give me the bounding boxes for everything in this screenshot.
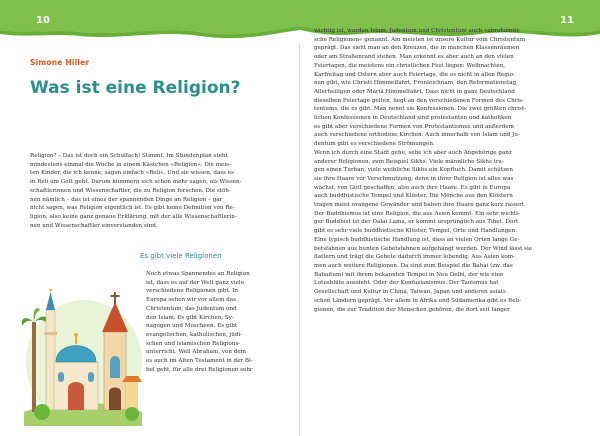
text-line: es auch im Alten Testament in der Bi- <box>146 358 253 365</box>
text-line: nen und Wissenschaftler einverstanden sind. <box>30 222 158 229</box>
text-line: Gesellschaft und Kultur in China, Taiwan, Japan und anderen asiati- <box>314 289 507 296</box>
text-line: dentum gibt es verschiedene Strömungen. <box>314 141 435 148</box>
text-line: Lotusblüte aussieht. Oder der Konfuzianismus. Der Taoismus hat <box>314 280 499 287</box>
text-line: Der Buddhismus ist eine Religion, die aus Asien kommt. Ein sehr wichti- <box>314 210 520 217</box>
text-line: nen gibt, wie Christi Himmelfahrt, Fronleichnam, den Reformationstag, <box>314 80 518 87</box>
text-line: Religion? – Das ist doch ein Schulfach! Stimmt. Im Stundenplan steht <box>30 153 228 159</box>
text-line: evangelischen, katholischen, jüdi- <box>146 331 243 338</box>
text-line: tragen meist orangene Gewänder und haben ihre Haare ganz kurz rasiert. <box>314 202 526 209</box>
text-line: wächst, von Gott geschaffen, also auch ihre Haare. Es gibt in Europa <box>314 184 511 191</box>
author-name: Simone Hiller <box>30 58 90 67</box>
right-column-text <box>314 27 572 314</box>
text-line: Wenn ich durch eine Stadt gehe, sehe ich aber auch Angehörige ganz <box>314 149 512 156</box>
text-line: Allerheiligen oder Mariä Himmelfahrt. Dass nicht in ganz Deutschland <box>314 88 515 95</box>
text-line: lichen Konfessionen in Deutschland sind protestanten und katholiken <box>314 115 512 122</box>
text-line: men auch weitere Religionen. Da sind zum Beispiel die Bahai (zw. das <box>314 262 513 269</box>
text-line: Feiertagen, die meistens ein christlichen Fest liegen: Weihnachten, <box>314 62 506 69</box>
section-subheading: Es gibt viele Religionen <box>140 252 222 260</box>
text-line: unterricht. Weil Abraham, von dem <box>146 349 246 356</box>
text-line: auch verschiedene orthodoxe Kirchen. Auch innerhalb von Islam und Ju- <box>314 132 520 139</box>
text-line: nagogen und Moscheen. Es gibt <box>146 323 238 330</box>
page-gutter <box>299 44 300 436</box>
page-number-left: 10 <box>36 15 50 26</box>
text-line: in Reli um Gott geht. Darum kümmern sich schon mehr sagen, als Wissen- <box>30 179 242 186</box>
text-line: bel geht, für alle drei Religionen sehr <box>146 366 253 373</box>
text-line: gen einen Turban, viele weibliche Sikhs ein Kopftuch. Damit schützen <box>314 167 513 174</box>
text-line: verschiedene Religionen gibt. In <box>146 288 239 295</box>
text-line: ligion, also keine ganz genaue Erklärung, mit der alle Wissenschaftlerin- <box>30 213 237 220</box>
text-line: betsfahnen aus bunten Gebetsfahnen aufgehängt werden. Der Wind lässt sie <box>314 245 533 252</box>
text-line: wichtig ist, werden Islam, Judentum und Christentum auch »abrahamiti- <box>314 28 521 34</box>
text-line: gibt es sehr viele buddhistische Klöster, Tempel, Orte und Handlungen. <box>314 228 517 235</box>
text-line: sche Religionen« genannt. Am meisten ist unsere Kultur vom Christentum <box>314 36 526 43</box>
left-column-text <box>30 152 282 230</box>
text-line: ist, dass es auf der Welt ganz viele <box>146 279 245 286</box>
text-line: schen und islamischen Religions- <box>146 340 241 347</box>
text-line: sie ihre Haare vor Verschmutzung, denn in ihrer Religion ist alles was <box>314 175 514 182</box>
text-line: gionen, die zur Tradition der Menschen gehören, die dort seit langer <box>314 306 510 313</box>
text-line: schen Ländern geprägt. Vor allem in Afrika und Südamerika gibt es Reli- <box>314 297 521 304</box>
mosque-temple-church-illustration <box>22 262 144 426</box>
left-lower-column-text <box>146 270 282 374</box>
text-line: geprägt. Das sieht man an den Kreuzen, die in manchen Klassenräumen <box>314 45 520 52</box>
text-line: Karfreitag und Ostern aber auch Feiertage, die es nicht in allen Regio- <box>314 71 515 78</box>
text-line: Noch etwas Spannendes an Religion <box>146 271 250 277</box>
text-line: ten Kinder, die ich kenne, sagen einfach »Reli«. Und sie wissen, dass es <box>30 170 234 177</box>
text-line: Europa sehen wir vor allem das <box>146 297 236 304</box>
text-line: mindestens einmal die Woche in einem Kästchen »Religion«. Die meis- <box>30 161 231 168</box>
text-line: Christentum, das Judentum und <box>146 305 237 312</box>
text-line: es gibt aber verschiedene Formen von Protestantismus und außerdem <box>314 123 514 130</box>
text-line: tentums, die es gibt. Man nennt sie Konfessionen. Die zwei größten christ- <box>314 106 527 113</box>
text-line: Bahaitum) mit ihrem bekannten Tempel in Neu Delhi, der wie eine <box>314 271 504 278</box>
page-title: Was ist eine Religion? <box>30 78 241 98</box>
text-line: schaftlerinnen und Wissenschaftler, die zu Religion forschen. Die stöh- <box>30 187 231 194</box>
text-line: nicht sagen, was Religion eigentlich ist. Es gibt keine Definition von Re- <box>30 205 235 212</box>
text-line: flattern und trägt die Gebete dadurch immer lebendig. Aus Asien kom- <box>314 254 515 261</box>
text-line: anderer Religionen, zum Beispiel Sikhs. Viele männliche Sikhs tra- <box>314 158 504 165</box>
text-line: dieselben Feiertage gelten, liegt an den verschiedenen Formen des Chris- <box>314 97 525 104</box>
text-line: oder am Straßenrand stehen. Man erkennt es aber auch an den vielen <box>314 54 514 61</box>
page-number-right: 11 <box>560 15 574 26</box>
text-line: nen nämlich – das ist eines der spannenden Dinge an Religion – gar <box>30 196 223 203</box>
text-line: auch buddhistische Tempel und Klöster. Die Mönche aus den Klöstern <box>314 193 513 200</box>
text-line: den Islam. Es gibt Kirchen, Sy- <box>146 314 234 321</box>
text-line: Eine typisch buddhistische Handlung ist, dass an vielen Orten lange Ge- <box>314 236 520 243</box>
text-line: ger Buddhist ist der Dalai Lama, er kommt ursprünglich aus Tibet. Dort <box>314 219 519 226</box>
